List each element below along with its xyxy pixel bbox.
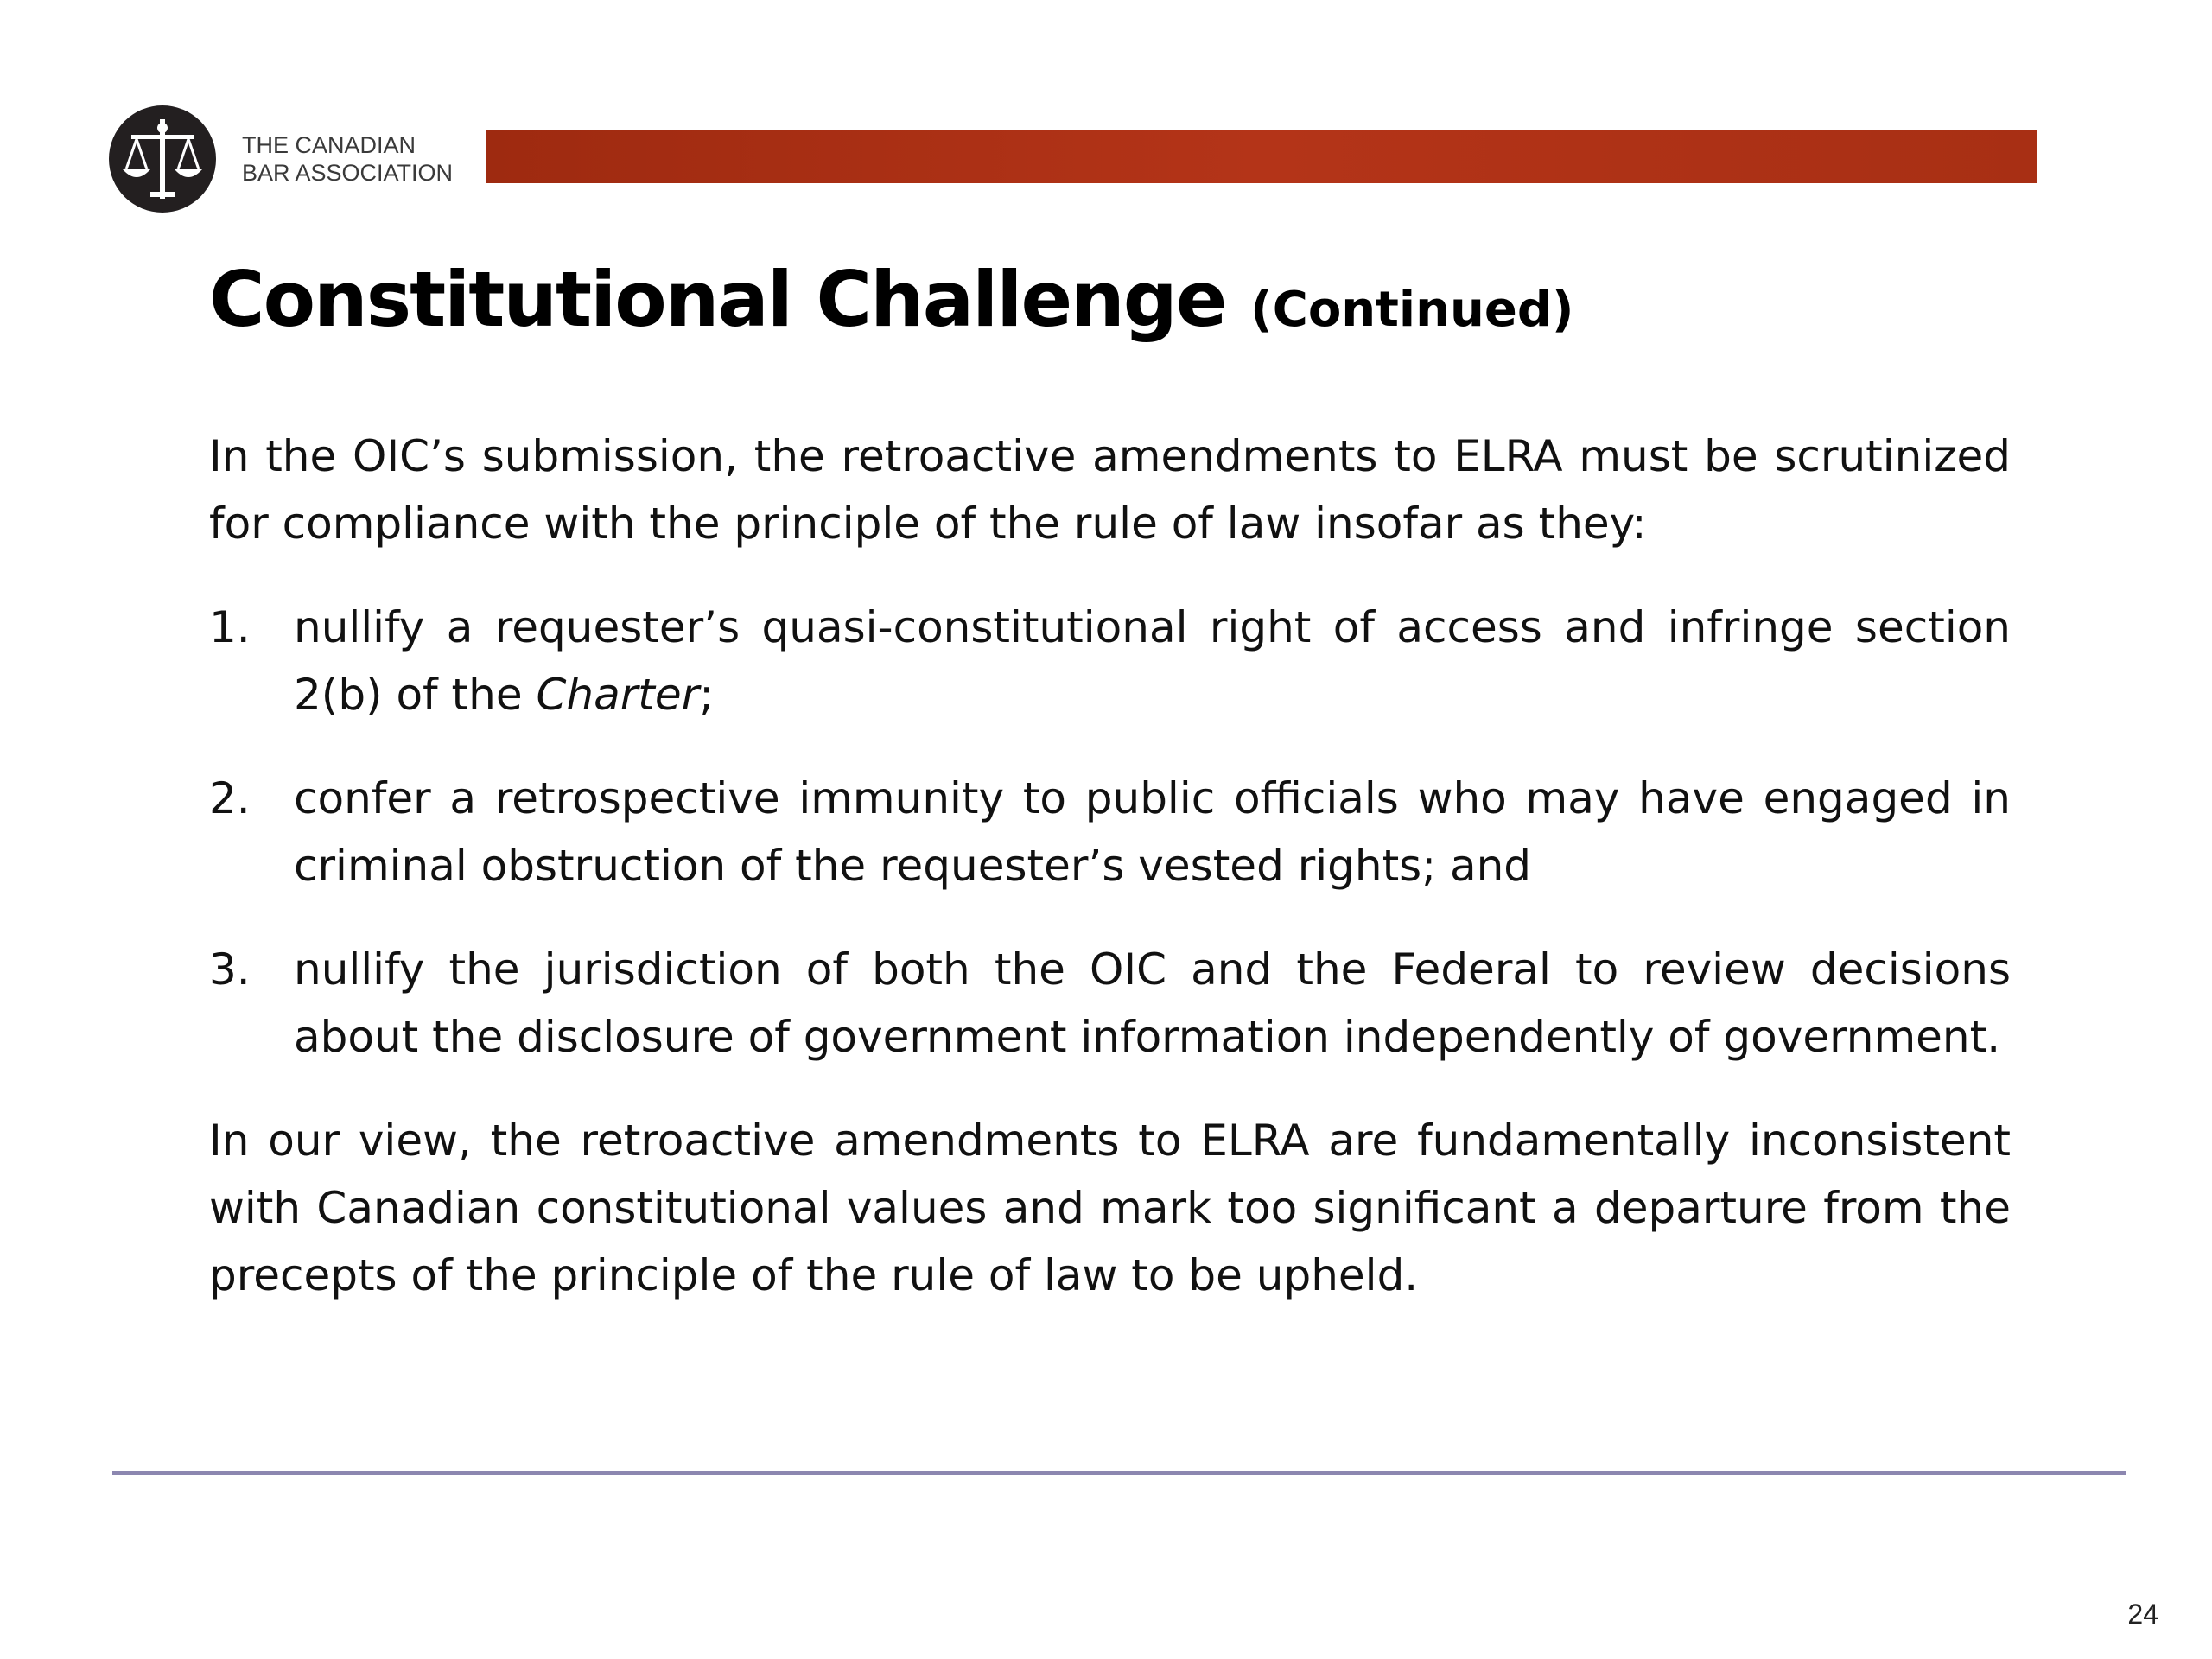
cba-logo — [109, 105, 453, 213]
logo-wordmark — [242, 131, 453, 187]
list-item-number: 1. — [209, 602, 251, 652]
list-item — [209, 594, 2011, 728]
list-item-text-part: nullify a requester’s quasi-constitutional right of access and infringe section 2(b) of the — [294, 602, 2011, 720]
charter-emphasis: Charter — [536, 670, 700, 720]
footer-divider — [112, 1471, 2126, 1475]
logo-line-2: BAR ASSOCIATION — [242, 160, 454, 186]
slide-title-suffix: (Continued) — [1250, 282, 1574, 338]
logo-line-1: THE CANADIAN — [242, 132, 416, 158]
list-item-text: confer a retrospective immunity to public officials who may have engaged in criminal obstruction of the requester’s vested rights; and — [294, 773, 2011, 891]
intro-paragraph: In the OIC’s submission, the retroactive amendments to ELRA must be scrutinized for compliance with the principle of the rule of law insofar as they: — [209, 431, 2011, 549]
slide-body — [209, 423, 2011, 1309]
slide-title — [209, 252, 1574, 358]
closing-paragraph: In our view, the retroactive amendments to ELRA are fundamentally inconsistent with Canadian constitutional values and mark too significant a departure from the precepts of the principle of the rule of law to be upheld. — [209, 1116, 2011, 1300]
list-item-text-end: ; — [699, 670, 715, 720]
list-item — [209, 936, 2011, 1071]
list-item-number: 3. — [209, 944, 251, 995]
numbered-list — [209, 594, 2011, 1071]
slide-title-main: Constitutional Challenge — [209, 255, 1226, 344]
list-item-text — [294, 594, 2011, 728]
header-accent-bar — [486, 130, 2037, 183]
list-item-number: 2. — [209, 773, 251, 823]
list-item — [209, 765, 2011, 899]
scales-of-justice-icon — [109, 105, 216, 213]
list-item-text: nullify the jurisdiction of both the OIC and the Federal to review decisions about the disclosure of government information independently of government. — [294, 944, 2011, 1062]
page-number: 24 — [2127, 1599, 2158, 1630]
